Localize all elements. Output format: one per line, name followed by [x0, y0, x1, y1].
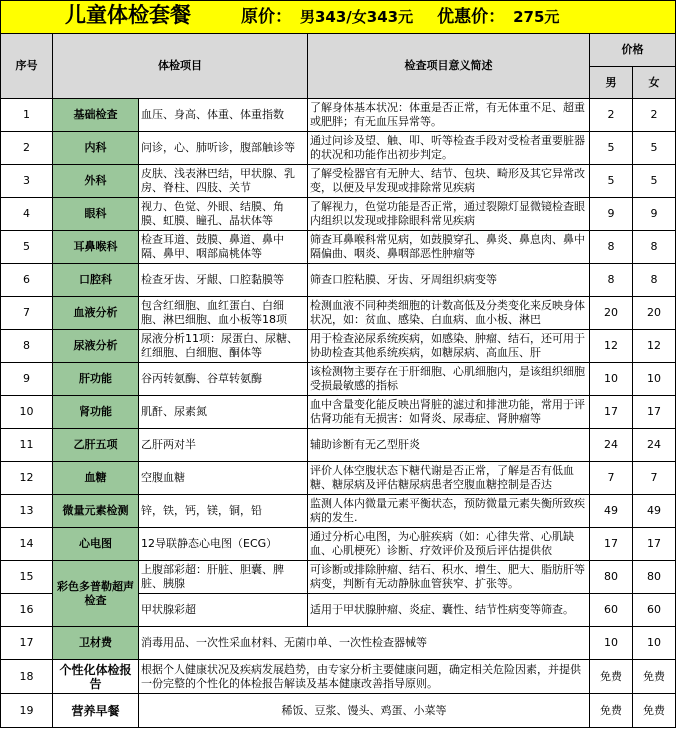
- row-price-male: 17: [590, 528, 633, 561]
- table-row: [1, 396, 676, 429]
- row-index: 18: [1, 660, 53, 694]
- table-row: [1, 231, 676, 264]
- row-price-male: 7: [590, 462, 633, 495]
- table-row: [1, 627, 676, 660]
- row-items: 谷丙转氨酶、谷草转氨酶: [139, 363, 308, 396]
- table-row: [1, 363, 676, 396]
- row-index: 7: [1, 297, 53, 330]
- header-male: 男: [590, 67, 633, 99]
- row-price-female: 80: [633, 561, 676, 594]
- row-price-male: 10: [590, 627, 633, 660]
- row-index: 2: [1, 132, 53, 165]
- row-index: 12: [1, 462, 53, 495]
- row-index: 4: [1, 198, 53, 231]
- row-items: 锌，铁，钙，镁，铜，铅: [139, 495, 308, 528]
- row-price-male: 60: [590, 594, 633, 627]
- table-row: [1, 264, 676, 297]
- row-price-male: 5: [590, 165, 633, 198]
- row-items: 检查牙齿、牙龈、口腔黏膜等: [139, 264, 308, 297]
- row-index: 9: [1, 363, 53, 396]
- row-items: 问诊，心、肺听诊，腹部触诊等: [139, 132, 308, 165]
- row-category: 尿液分析: [53, 330, 139, 363]
- row-price-male: 12: [590, 330, 633, 363]
- row-description: 了解受检器官有无肿大、结节、包块、畸形及其它异常改变，以便及早发现或排除常见疾病: [308, 165, 590, 198]
- row-price-female: 49: [633, 495, 676, 528]
- row-price-male: 5: [590, 132, 633, 165]
- row-description: 了解身体基本状况：体重是否正常，有无体重不足、超重或肥胖；有无血压异常等。: [308, 99, 590, 132]
- row-price-male: 24: [590, 429, 633, 462]
- row-description: 用于检查泌尿系统疾病，如感染、肿瘤、结石，还可用于协助检查其他系统疾病，如糖尿病、高血压、肝: [308, 330, 590, 363]
- row-description: 血中含量变化能反映出肾脏的滤过和排泄功能，常用于评估肾功能有无损害：如肾炎、尿毒症、肾肿瘤等: [308, 396, 590, 429]
- row-price-female: 5: [633, 132, 676, 165]
- row-category: 内科: [53, 132, 139, 165]
- row-price-male: 10: [590, 363, 633, 396]
- row-category: 个性化体检报告: [53, 660, 139, 694]
- row-category: 外科: [53, 165, 139, 198]
- row-category: 肾功能: [53, 396, 139, 429]
- discount-price-label: 优惠价：: [437, 7, 506, 27]
- table-row: [1, 165, 676, 198]
- table-row: [1, 660, 676, 694]
- row-items: 乙肝两对半: [139, 429, 308, 462]
- row-price-female: 9: [633, 198, 676, 231]
- row-price-male: 49: [590, 495, 633, 528]
- row-items: 尿液分析11项：尿蛋白、尿糖、红细胞、白细胞、酮体等: [139, 330, 308, 363]
- header-index: 序号: [1, 34, 53, 99]
- row-index: 8: [1, 330, 53, 363]
- discount-price-value: 275元: [513, 8, 560, 26]
- row-price-male: 免费: [590, 694, 633, 728]
- row-price-female: 5: [633, 165, 676, 198]
- row-items: 根据个人健康状况及疾病发展趋势，由专家分析主要健康问题，确定相关危险因素，并提供一份完整的个性化的体检报告解读及基本健康改善指导原则。: [139, 660, 590, 694]
- row-price-female: 免费: [633, 694, 676, 728]
- row-description: 筛查耳鼻喉科常见病，如鼓膜穿孔、鼻炎、鼻息肉、鼻中隔偏曲、咽炎、鼻咽部恶性肿瘤等: [308, 231, 590, 264]
- original-price-value: 男343/女343元: [300, 8, 414, 26]
- row-items: 空腹血糖: [139, 462, 308, 495]
- row-items: 甲状腺彩超: [139, 594, 308, 627]
- row-index: 16: [1, 594, 53, 627]
- row-price-female: 2: [633, 99, 676, 132]
- row-price-male: 80: [590, 561, 633, 594]
- row-description: 筛查口腔粘膜、牙齿、牙周组织病变等: [308, 264, 590, 297]
- row-price-female: 20: [633, 297, 676, 330]
- table-row: [1, 694, 676, 728]
- table-row: [1, 198, 676, 231]
- row-category: 营养早餐: [53, 694, 139, 728]
- row-description: 了解视力，色觉功能是否正常，通过裂隙灯显微镜检查眼内组织以发现或排除眼科常见疾病: [308, 198, 590, 231]
- row-category: 卫材费: [53, 627, 139, 660]
- row-price-female: 24: [633, 429, 676, 462]
- table-row: [1, 528, 676, 561]
- table-row: [1, 561, 676, 594]
- table-row: [1, 495, 676, 528]
- title-cell: [1, 1, 676, 34]
- row-category: 血液分析: [53, 297, 139, 330]
- row-price-female: 17: [633, 396, 676, 429]
- table-row: [1, 462, 676, 495]
- row-price-female: 12: [633, 330, 676, 363]
- table-row: [1, 330, 676, 363]
- title-row: [1, 1, 676, 34]
- row-description: 通过分析心电图，为心脏疾病（如：心律失常、心肌缺血、心肌梗死）诊断、疗效评价及预后评估提供依: [308, 528, 590, 561]
- original-price-label: 原价：: [241, 7, 292, 27]
- row-index: 3: [1, 165, 53, 198]
- header-female: 女: [633, 67, 676, 99]
- row-description: 辅助诊断有无乙型肝炎: [308, 429, 590, 462]
- row-price-male: 免费: [590, 660, 633, 694]
- row-index: 10: [1, 396, 53, 429]
- header-item: 体检项目: [53, 34, 308, 99]
- table-row: [1, 429, 676, 462]
- row-price-female: 17: [633, 528, 676, 561]
- row-description: 监测人体内微量元素平衡状态，预防微量元素失衡所致疾病的发生.: [308, 495, 590, 528]
- row-price-male: 2: [590, 99, 633, 132]
- row-index: 13: [1, 495, 53, 528]
- row-price-female: 60: [633, 594, 676, 627]
- row-price-male: 17: [590, 396, 633, 429]
- row-index: 14: [1, 528, 53, 561]
- row-items: 皮肤、浅表淋巴结，甲状腺、乳房、脊柱、四肢、关节: [139, 165, 308, 198]
- row-description: 检测血液不同种类细胞的计数高低及分类变化来反映身体状况，如：贫血、感染、白血病、血小板、淋巴: [308, 297, 590, 330]
- row-items: 12导联静态心电图（ECG）: [139, 528, 308, 561]
- header-price: 价格: [590, 34, 676, 67]
- row-price-female: 10: [633, 363, 676, 396]
- header-row: [1, 34, 676, 67]
- row-category: 眼科: [53, 198, 139, 231]
- row-category: 肝功能: [53, 363, 139, 396]
- row-index: 19: [1, 694, 53, 728]
- page-title: 儿童体检套餐: [65, 3, 191, 27]
- row-index: 5: [1, 231, 53, 264]
- row-category: 微量元素检测: [53, 495, 139, 528]
- row-description: 评价人体空腹状态下糖代谢是否正常，了解是否有低血糖、糖尿病及评估糖尿病患者空腹血糖控制是否达: [308, 462, 590, 495]
- row-index: 15: [1, 561, 53, 594]
- row-price-female: 10: [633, 627, 676, 660]
- row-items: 检查耳道、鼓膜、鼻道、鼻中隔、鼻甲、咽部扁桃体等: [139, 231, 308, 264]
- row-category: 心电图: [53, 528, 139, 561]
- row-index: 17: [1, 627, 53, 660]
- row-price-female: 7: [633, 462, 676, 495]
- table-row: [1, 132, 676, 165]
- row-description: 该检测物主要存在于肝细胞、心肌细胞内，是该组织细胞受损最敏感的指标: [308, 363, 590, 396]
- row-items: 视力、色觉、外眼、结膜、角膜、虹膜、瞳孔、晶状体等: [139, 198, 308, 231]
- row-items: 肌酐、尿素氮: [139, 396, 308, 429]
- row-price-female: 8: [633, 264, 676, 297]
- row-category: 耳鼻喉科: [53, 231, 139, 264]
- row-description: 适用于甲状腺肿瘤、炎症、囊性、结节性病变等筛查。: [308, 594, 590, 627]
- row-price-male: 8: [590, 264, 633, 297]
- row-index: 11: [1, 429, 53, 462]
- row-items: 上腹部彩超：肝脏、胆囊、脾脏、胰腺: [139, 561, 308, 594]
- row-price-male: 9: [590, 198, 633, 231]
- row-items: 包含红细胞、血红蛋白、白细胞、淋巴细胞、血小板等18项: [139, 297, 308, 330]
- row-price-female: 8: [633, 231, 676, 264]
- row-items: 稀饭、豆浆、馒头、鸡蛋、小菜等: [139, 694, 590, 728]
- row-index: 1: [1, 99, 53, 132]
- row-price-female: 免费: [633, 660, 676, 694]
- row-items: 血压、身高、体重、体重指数: [139, 99, 308, 132]
- row-description: 可诊断或排除肿瘤、结石、积水、增生、肥大、脂肪肝等病变，判断有无动静脉血管狭窄、扩张等。: [308, 561, 590, 594]
- table-row: [1, 99, 676, 132]
- table-row: [1, 297, 676, 330]
- row-price-male: 20: [590, 297, 633, 330]
- row-category: 基础检查: [53, 99, 139, 132]
- row-category: 口腔科: [53, 264, 139, 297]
- row-category: 乙肝五项: [53, 429, 139, 462]
- row-items: 消毒用品、一次性采血材料、无菌巾单、一次性检查器械等: [139, 627, 590, 660]
- header-meaning: 检查项目意义简述: [308, 34, 590, 99]
- row-index: 6: [1, 264, 53, 297]
- row-category: 彩色多普勒超声检查: [53, 561, 139, 627]
- row-description: 通过问诊及望、触、叩、听等检查手段对受检者重要脏器的状况和功能作出初步判定。: [308, 132, 590, 165]
- row-category: 血糖: [53, 462, 139, 495]
- row-price-male: 8: [590, 231, 633, 264]
